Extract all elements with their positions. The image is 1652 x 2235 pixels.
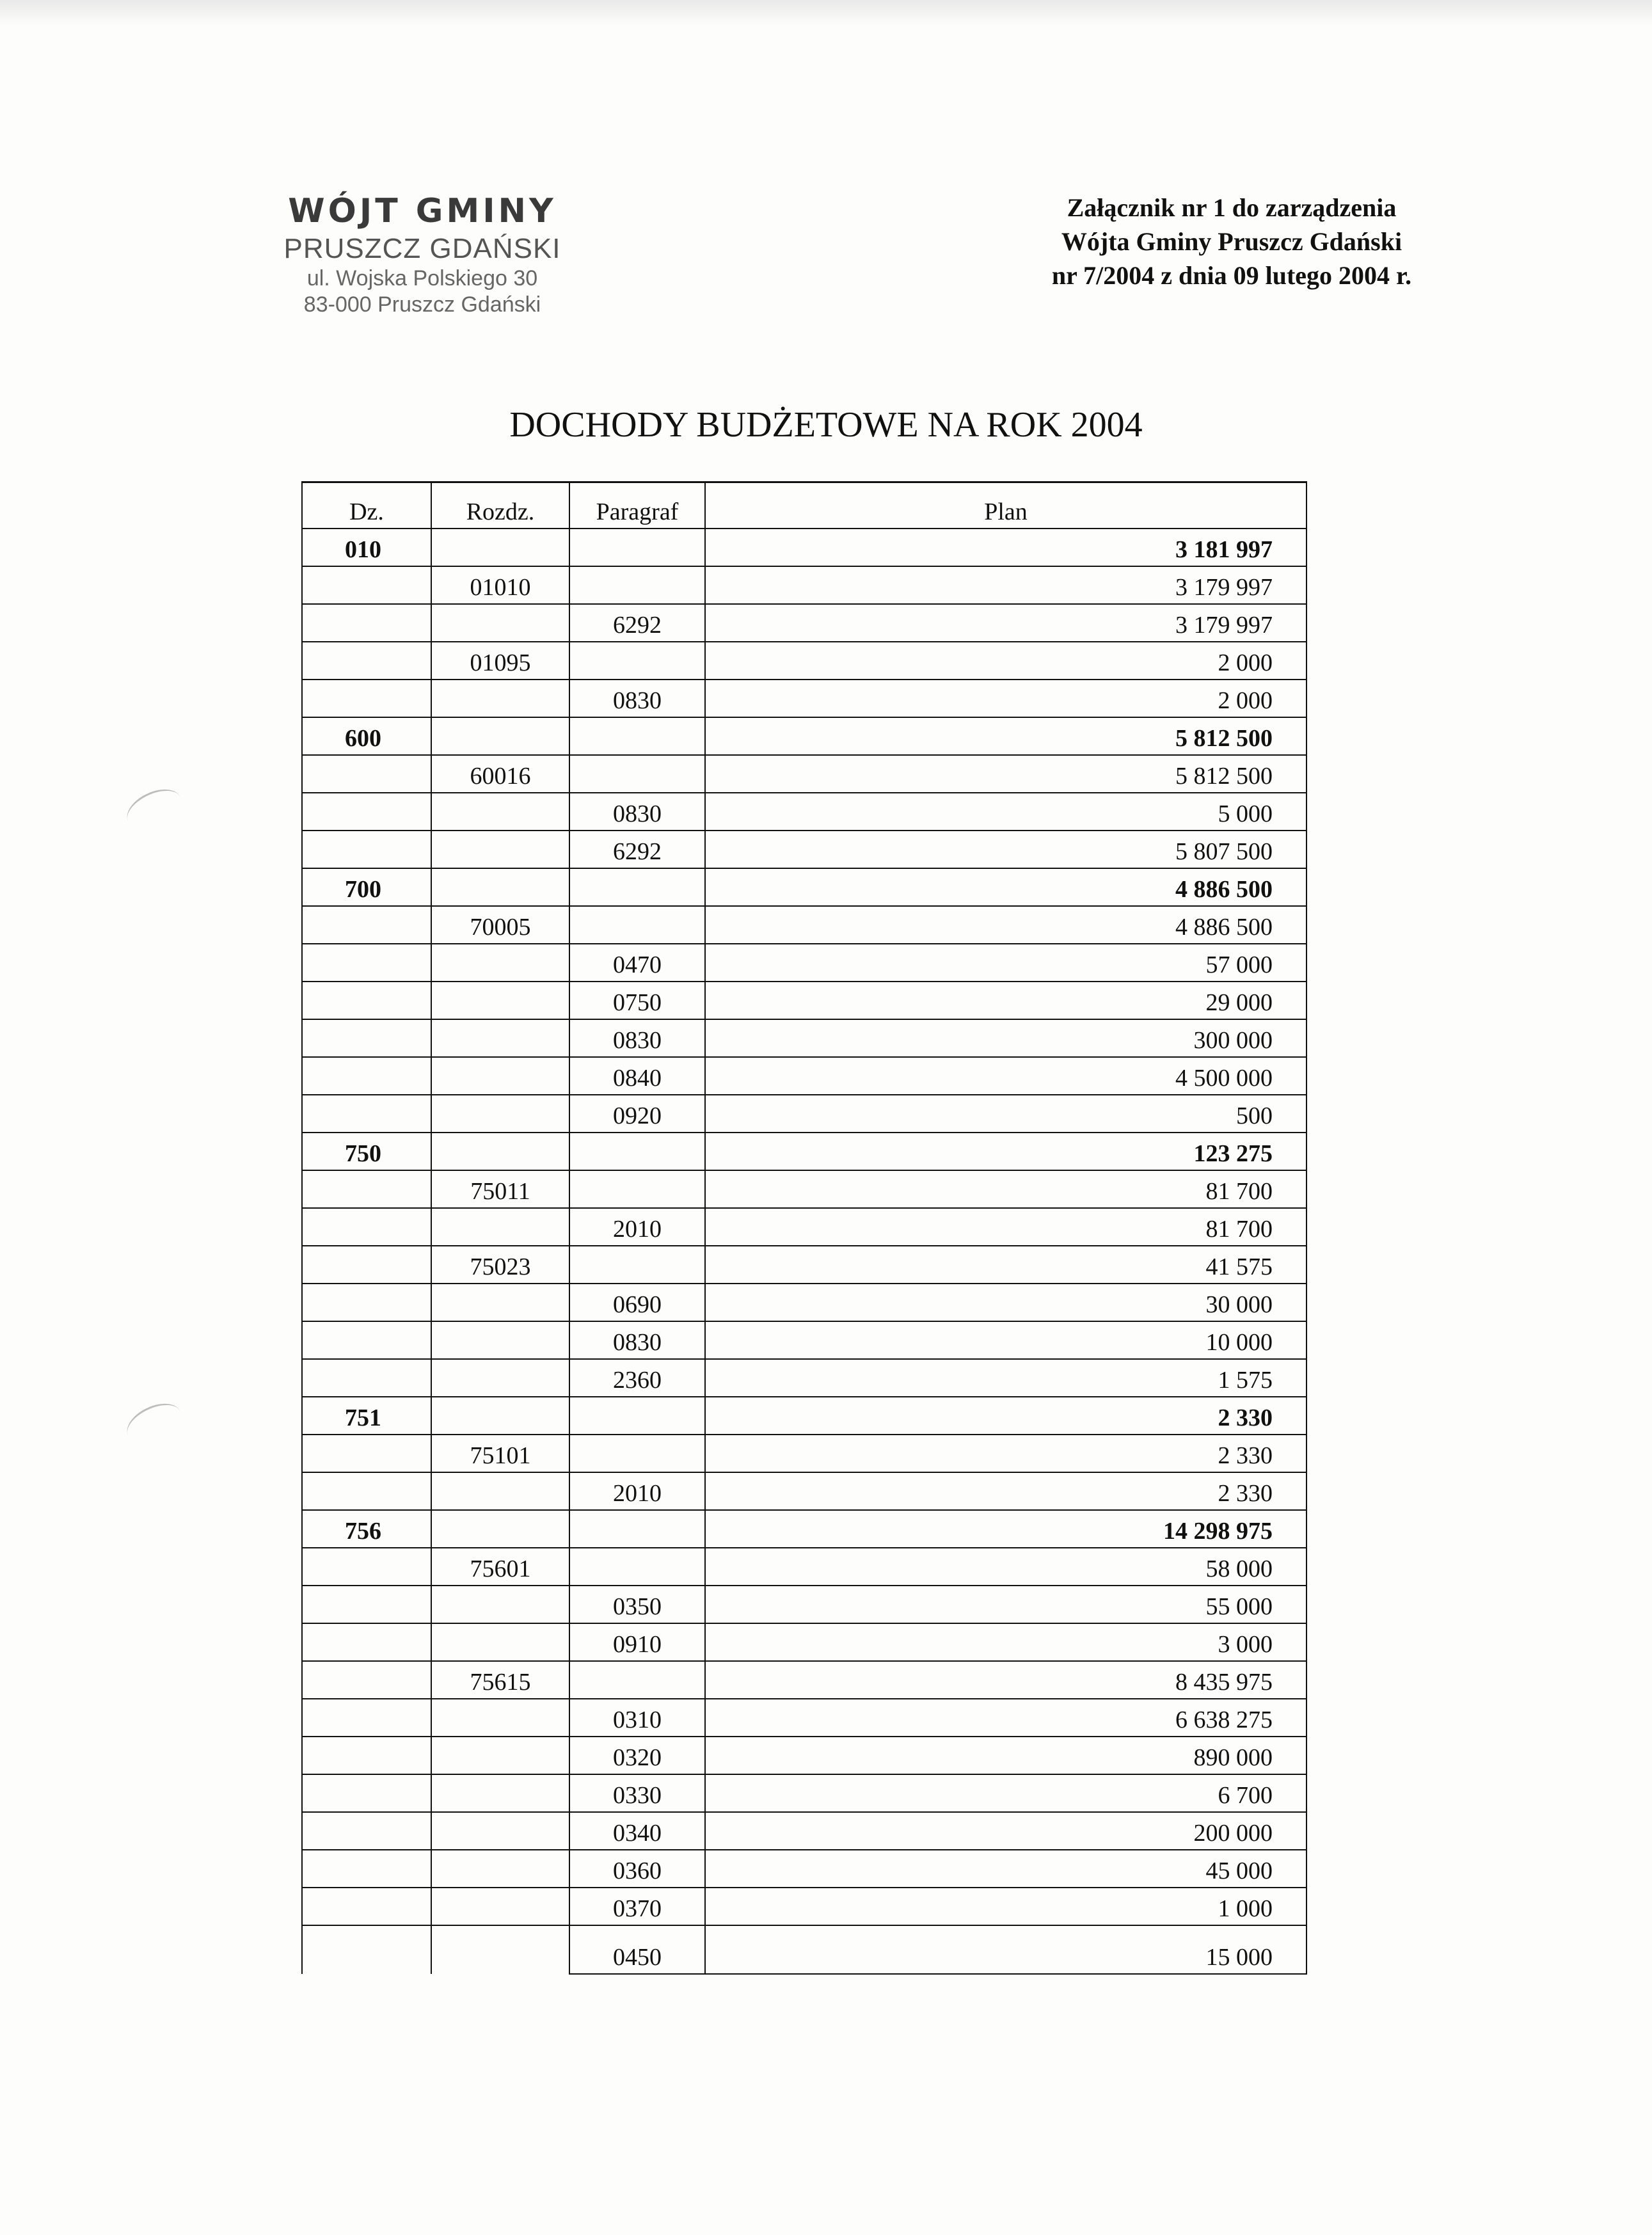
cell-rozdzial	[431, 1850, 569, 1888]
cell-dzial	[302, 1812, 431, 1850]
cell-paragraf	[569, 755, 705, 793]
cell-plan: 4 886 500	[705, 868, 1307, 906]
cell-plan: 2 330	[705, 1472, 1307, 1510]
table-row	[302, 1623, 1307, 1661]
cell-rozdzial: 01095	[431, 642, 569, 680]
cell-dzial	[302, 1699, 431, 1737]
cell-paragraf	[569, 1435, 705, 1472]
table-row	[302, 1888, 1307, 1925]
table-row	[302, 1850, 1307, 1888]
cell-rozdzial	[431, 1737, 569, 1774]
cell-dzial	[302, 680, 431, 717]
cell-plan: 2 330	[705, 1397, 1307, 1435]
cell-paragraf: 0310	[569, 1699, 705, 1737]
cell-plan: 4 886 500	[705, 906, 1307, 944]
cell-dzial	[302, 793, 431, 831]
table-row	[302, 604, 1307, 642]
table-row	[302, 868, 1307, 906]
table-row	[302, 1284, 1307, 1321]
table-row	[302, 717, 1307, 755]
cell-dzial	[302, 1888, 431, 1925]
cell-paragraf	[569, 1397, 705, 1435]
cell-dzial	[302, 755, 431, 793]
table-row	[302, 1699, 1307, 1737]
cell-dzial: 751	[302, 1397, 431, 1435]
table-row	[302, 529, 1307, 566]
cell-rozdzial	[431, 831, 569, 868]
cell-paragraf	[569, 642, 705, 680]
cell-plan: 45 000	[705, 1850, 1307, 1888]
header-plan: Plan	[705, 482, 1307, 529]
cell-rozdzial	[431, 680, 569, 717]
cell-plan: 3 179 997	[705, 566, 1307, 604]
cell-paragraf	[569, 1133, 705, 1170]
stamp-title: WÓJT GMINY	[288, 192, 557, 230]
cell-dzial	[302, 1359, 431, 1397]
cell-paragraf	[569, 717, 705, 755]
cell-plan: 8 435 975	[705, 1661, 1307, 1699]
cell-rozdzial	[431, 1133, 569, 1170]
cell-plan: 14 298 975	[705, 1510, 1307, 1548]
cell-rozdzial	[431, 717, 569, 755]
cell-plan: 3 181 997	[705, 529, 1307, 566]
table-row	[302, 1435, 1307, 1472]
cell-plan: 5 812 500	[705, 755, 1307, 793]
cell-rozdzial	[431, 1812, 569, 1850]
cell-dzial	[302, 1321, 431, 1359]
stamp-municipality: PRUSZCZ GDAŃSKI	[283, 233, 561, 264]
table-row	[302, 1208, 1307, 1246]
table-row	[302, 1586, 1307, 1623]
cell-paragraf	[569, 1661, 705, 1699]
cell-dzial	[302, 1208, 431, 1246]
cell-paragraf: 0910	[569, 1623, 705, 1661]
table-row	[302, 680, 1307, 717]
cell-paragraf: 0920	[569, 1095, 705, 1133]
cell-dzial	[302, 1850, 431, 1888]
cell-dzial	[302, 1586, 431, 1623]
cell-rozdzial	[431, 1321, 569, 1359]
cell-dzial	[302, 982, 431, 1019]
cell-paragraf: 0750	[569, 982, 705, 1019]
table-row	[302, 1397, 1307, 1435]
cell-paragraf	[569, 1510, 705, 1548]
cell-dzial	[302, 1095, 431, 1133]
table-row	[302, 906, 1307, 944]
cell-dzial	[302, 1284, 431, 1321]
cell-rozdzial	[431, 1510, 569, 1548]
cell-paragraf: 2010	[569, 1472, 705, 1510]
header-dz: Dz.	[302, 482, 431, 529]
cell-paragraf	[569, 566, 705, 604]
cell-rozdzial	[431, 793, 569, 831]
table-row	[302, 755, 1307, 793]
cell-paragraf: 0360	[569, 1850, 705, 1888]
cell-paragraf	[569, 1170, 705, 1208]
cell-rozdzial: 75615	[431, 1661, 569, 1699]
cell-paragraf: 0450	[569, 1925, 705, 1974]
cell-paragraf	[569, 906, 705, 944]
cell-paragraf: 0470	[569, 944, 705, 982]
cell-paragraf	[569, 1548, 705, 1586]
cell-plan: 10 000	[705, 1321, 1307, 1359]
cell-rozdzial: 70005	[431, 906, 569, 944]
table-row	[302, 1133, 1307, 1170]
table-row	[302, 1057, 1307, 1095]
office-stamp	[256, 192, 589, 317]
cell-rozdzial	[431, 1699, 569, 1737]
cell-dzial	[302, 604, 431, 642]
cell-dzial: 700	[302, 868, 431, 906]
cell-dzial	[302, 1925, 431, 1974]
cell-dzial	[302, 1472, 431, 1510]
cell-rozdzial: 75011	[431, 1170, 569, 1208]
table-row	[302, 1359, 1307, 1397]
cell-dzial	[302, 1661, 431, 1699]
cell-plan: 55 000	[705, 1586, 1307, 1623]
cell-dzial: 010	[302, 529, 431, 566]
cell-dzial: 750	[302, 1133, 431, 1170]
cell-plan: 81 700	[705, 1208, 1307, 1246]
punch-hole-mark	[121, 1396, 187, 1451]
cell-paragraf	[569, 868, 705, 906]
cell-plan: 300 000	[705, 1019, 1307, 1057]
cell-rozdzial	[431, 1397, 569, 1435]
stamp-postal: 83-000 Pruszcz Gdański	[303, 292, 541, 317]
table-row	[302, 1737, 1307, 1774]
cell-plan: 2 000	[705, 642, 1307, 680]
cell-paragraf: 0340	[569, 1812, 705, 1850]
cell-dzial	[302, 1737, 431, 1774]
stamp-street: ul. Wojska Polskiego 30	[306, 266, 538, 290]
cell-rozdzial: 01010	[431, 566, 569, 604]
table-row	[302, 1774, 1307, 1812]
scan-edge-shadow	[0, 0, 1652, 26]
cell-plan: 1 000	[705, 1888, 1307, 1925]
budget-table	[301, 481, 1307, 1975]
cell-plan: 81 700	[705, 1170, 1307, 1208]
document-title: DOCHODY BUDŻETOWE NA ROK 2004	[509, 405, 1143, 445]
cell-paragraf	[569, 1246, 705, 1284]
cell-paragraf: 0830	[569, 1019, 705, 1057]
annex-line-3: nr 7/2004 z dnia 09 lutego 2004 r.	[1051, 261, 1412, 290]
cell-plan: 58 000	[705, 1548, 1307, 1586]
table-row	[302, 566, 1307, 604]
table-row	[302, 1095, 1307, 1133]
cell-plan: 6 638 275	[705, 1699, 1307, 1737]
header-paragraf: Paragraf	[569, 482, 705, 529]
cell-rozdzial	[431, 529, 569, 566]
annex-line-1: Załącznik nr 1 do zarządzenia	[1067, 193, 1397, 222]
table-row	[302, 642, 1307, 680]
cell-paragraf: 0320	[569, 1737, 705, 1774]
cell-plan: 15 000	[705, 1925, 1307, 1974]
cell-paragraf: 0840	[569, 1057, 705, 1095]
cell-rozdzial: 60016	[431, 755, 569, 793]
cell-dzial	[302, 642, 431, 680]
cell-plan: 200 000	[705, 1812, 1307, 1850]
cell-plan: 30 000	[705, 1284, 1307, 1321]
table-header-row	[302, 482, 1307, 529]
cell-paragraf: 0830	[569, 1321, 705, 1359]
table-row	[302, 1812, 1307, 1850]
table-row	[302, 1019, 1307, 1057]
cell-paragraf: 0350	[569, 1586, 705, 1623]
table-row	[302, 1170, 1307, 1208]
cell-rozdzial	[431, 1057, 569, 1095]
cell-plan: 2 000	[705, 680, 1307, 717]
cell-paragraf: 0690	[569, 1284, 705, 1321]
cell-plan: 890 000	[705, 1737, 1307, 1774]
cell-dzial	[302, 1246, 431, 1284]
table-row	[302, 1246, 1307, 1284]
table-row	[302, 1510, 1307, 1548]
cell-paragraf: 2010	[569, 1208, 705, 1246]
cell-dzial	[302, 1774, 431, 1812]
cell-dzial	[302, 566, 431, 604]
cell-rozdzial	[431, 1888, 569, 1925]
cell-dzial	[302, 1170, 431, 1208]
cell-plan: 3 179 997	[705, 604, 1307, 642]
cell-rozdzial	[431, 1095, 569, 1133]
cell-plan: 5 812 500	[705, 717, 1307, 755]
cell-plan: 123 275	[705, 1133, 1307, 1170]
annex-note	[979, 191, 1484, 292]
table-row	[302, 1925, 1307, 1974]
cell-rozdzial	[431, 1586, 569, 1623]
cell-dzial: 756	[302, 1510, 431, 1548]
cell-plan: 4 500 000	[705, 1057, 1307, 1095]
header-rozdz: Rozdz.	[431, 482, 569, 529]
cell-plan: 57 000	[705, 944, 1307, 982]
cell-paragraf: 0830	[569, 680, 705, 717]
cell-rozdzial	[431, 1774, 569, 1812]
cell-plan: 1 575	[705, 1359, 1307, 1397]
table-row	[302, 1321, 1307, 1359]
cell-paragraf: 2360	[569, 1359, 705, 1397]
cell-plan: 6 700	[705, 1774, 1307, 1812]
cell-rozdzial	[431, 1284, 569, 1321]
cell-rozdzial	[431, 944, 569, 982]
cell-plan: 29 000	[705, 982, 1307, 1019]
cell-rozdzial	[431, 868, 569, 906]
cell-dzial	[302, 1057, 431, 1095]
cell-dzial	[302, 906, 431, 944]
cell-dzial: 600	[302, 717, 431, 755]
table-row	[302, 1661, 1307, 1699]
cell-dzial	[302, 1623, 431, 1661]
cell-plan: 2 330	[705, 1435, 1307, 1472]
cell-paragraf: 0330	[569, 1774, 705, 1812]
table-row	[302, 944, 1307, 982]
cell-rozdzial	[431, 1208, 569, 1246]
cell-rozdzial	[431, 1925, 569, 1974]
table-row	[302, 831, 1307, 868]
cell-dzial	[302, 944, 431, 982]
cell-paragraf: 6292	[569, 604, 705, 642]
cell-rozdzial	[431, 1359, 569, 1397]
cell-dzial	[302, 831, 431, 868]
cell-rozdzial	[431, 1623, 569, 1661]
cell-paragraf	[569, 529, 705, 566]
cell-paragraf: 0370	[569, 1888, 705, 1925]
punch-hole-mark	[121, 781, 187, 836]
cell-dzial	[302, 1548, 431, 1586]
table-row	[302, 1472, 1307, 1510]
annex-line-2: Wójta Gminy Pruszcz Gdański	[1061, 227, 1402, 256]
cell-plan: 3 000	[705, 1623, 1307, 1661]
cell-plan: 41 575	[705, 1246, 1307, 1284]
cell-rozdzial: 75023	[431, 1246, 569, 1284]
cell-plan: 5 000	[705, 793, 1307, 831]
cell-dzial	[302, 1435, 431, 1472]
cell-rozdzial: 75101	[431, 1435, 569, 1472]
table-row	[302, 982, 1307, 1019]
cell-rozdzial	[431, 1472, 569, 1510]
cell-rozdzial	[431, 1019, 569, 1057]
cell-plan: 5 807 500	[705, 831, 1307, 868]
cell-rozdzial	[431, 604, 569, 642]
cell-paragraf: 6292	[569, 831, 705, 868]
cell-rozdzial	[431, 982, 569, 1019]
cell-plan: 500	[705, 1095, 1307, 1133]
cell-paragraf: 0830	[569, 793, 705, 831]
cell-dzial	[302, 1019, 431, 1057]
table-row	[302, 793, 1307, 831]
cell-rozdzial: 75601	[431, 1548, 569, 1586]
table-row	[302, 1548, 1307, 1586]
